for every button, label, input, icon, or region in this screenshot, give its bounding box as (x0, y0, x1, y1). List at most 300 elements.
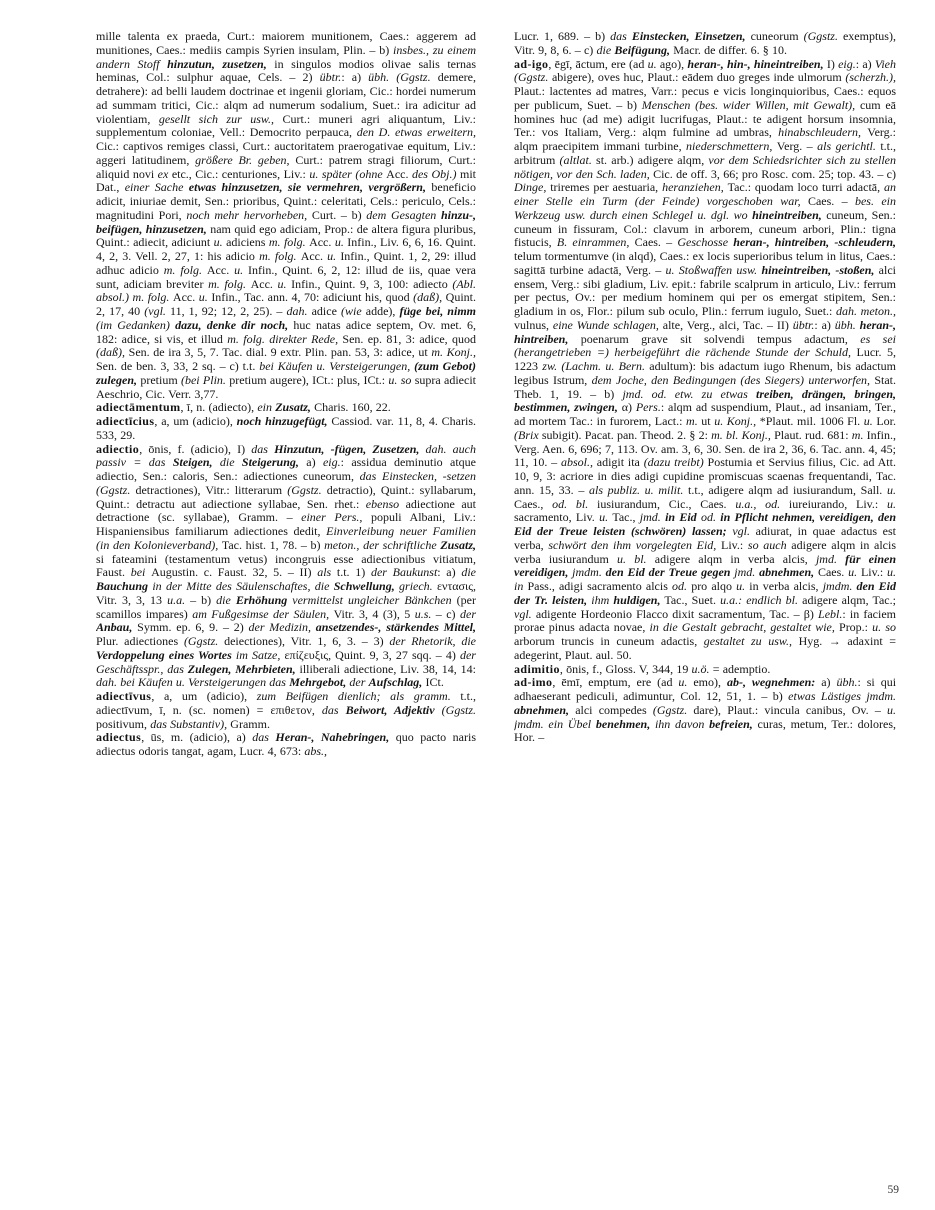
text-run: vermittelst ungleicher Bänkchen (287, 592, 457, 607)
text-run: positivum, (96, 716, 151, 731)
text-run: (per scamillos impares) (96, 592, 476, 621)
text-run: Anbau, (96, 620, 133, 635)
text-run: zw. (Lachm. u. Bern. (542, 359, 650, 373)
text-run: hinabschleudern, (778, 125, 868, 140)
text-run: Beiwort, Adjektiv (345, 702, 435, 717)
text-run: mille talenta ex praeda, Curt.: maiorem munitionem, Caes.: aggerem ad munitiones, Caes.: mediis campis Syrien insulam, Plin. – b) (96, 30, 476, 57)
text-run: u.a. (167, 592, 191, 607)
text-run: , ūs, m. (adicio), a) (141, 730, 253, 745)
text-run: od. (672, 579, 692, 593)
text-run: alci ensem, Verg.: sibi gladium, Liv. epit.: fabrile scalprum in articulo, Liv.: ferrum per pectus, Ov.: per medium hominem qui per os emergat stipitem, Sen.: gladium in os, Flor.: pilum sub oculo, Plin.: ferrum iugulo, Suet.: (514, 262, 896, 318)
text-run: alci compedes (569, 702, 653, 717)
text-run: cuneum, Sen.: cuneum in fissuram, Col.: clavum in arborem, cuneum arbori, Plin.: tigna fistucis, (514, 207, 896, 250)
text-run: illiberali adiectione, Liv. 38, 14, 14: (295, 661, 476, 676)
text-run: α) (617, 400, 636, 415)
text-run: u. (863, 414, 877, 428)
text-run: übh. (836, 675, 858, 690)
text-run: vor dem Schiedsrichter sich zu stellen nötigen, vor den Sch. laden, (514, 152, 896, 181)
text-run: übtr. (792, 317, 815, 332)
right-text-column (514, 30, 896, 1170)
text-run: si fateamini (testamentum vetus) incongruis esse adiectionibus vitiatum, Faust. (96, 551, 476, 580)
text-run: Acc. (300, 249, 328, 263)
text-run: Infin., Quint. 6, 2, 12: illud de iis, quae vera sunt, adiciam breviter (96, 262, 476, 291)
text-run: telum tormentumve (in alqd), Caes.: ex locis superioribus telum in litus, Caes.: sagittā turbine adactā, Verg. – (514, 249, 896, 277)
text-run: befreien, (709, 716, 753, 731)
text-run: u. (848, 565, 861, 580)
text-run: vgl. (514, 606, 536, 621)
text-run: dare), Plaut.: vincula canibus, Ov. – (693, 702, 888, 717)
text-run: niederschmettern, (686, 139, 777, 153)
text-run: huldigen, (613, 592, 661, 607)
text-run: alte, Verg., alci, Tac. – II) (662, 317, 793, 332)
text-run: griech. (394, 579, 437, 593)
text-run: Curt.: patrem stragi filiorum, Curt.: aliquid novi (96, 152, 476, 181)
text-run: , ōnis, f. (adicio), I) (139, 441, 252, 456)
text-run: ihn davon (650, 716, 710, 731)
text-run: 11, 1, 92; 12, 2, 25). – (170, 304, 287, 318)
text-run: adiectīvus (96, 689, 152, 703)
text-run: bei Käufen u. Versteigerungen, (259, 359, 415, 373)
text-run: den D. etwas erweitern, (356, 125, 476, 140)
text-run: iureiurando, Liv.: (788, 496, 887, 511)
text-run: absol., (560, 455, 597, 470)
text-run: m. bl. Konj., (711, 427, 775, 442)
text-run: adiectio (96, 441, 140, 456)
text-run: Vitr. 3, 4 (3), 5 (333, 606, 415, 621)
text-run: jmd. (734, 565, 760, 580)
text-run: u. (886, 482, 896, 497)
text-run: t.t., adiectīvum, ī, n. (sc. nomen) = επιθετον, (96, 689, 476, 717)
text-run: : a) (855, 56, 875, 71)
text-run: a) (298, 455, 323, 470)
text-run: cuneorum (745, 30, 804, 43)
text-run: Aufschlag, (368, 675, 423, 690)
text-run: u. (647, 56, 660, 71)
text-run: die (212, 455, 242, 470)
text-run: der Medizin, (248, 620, 316, 635)
text-run: Acc. (386, 166, 412, 181)
text-run: Steigerung, (241, 455, 299, 470)
text-run: ihm (587, 592, 614, 607)
text-run: in Eid (665, 510, 701, 525)
text-run: adimitio (514, 661, 560, 676)
text-run: (Ggstz. (803, 30, 843, 43)
text-run: Sen. de ira 3, 5, 7. Tac. dial. 9 extr. Plin. pan. 53, 3: adice, ut (128, 345, 432, 360)
text-run: Cassiod. var. 11, 8, 4. Charis. 533, 29. (96, 414, 476, 442)
text-run: Verg. – (776, 139, 818, 153)
text-run: Dinge, (514, 180, 551, 195)
text-run: das (321, 702, 346, 717)
text-run: ad-imo (514, 675, 553, 690)
text-run: , a, um (adicio), (151, 689, 257, 703)
text-run: poenarum grave sit solvendi tempus adactum, (568, 331, 861, 346)
text-run: in der Mitte des Säulenschaftes, die (148, 579, 334, 593)
entry-adiectivus (96, 690, 476, 731)
text-run: abnehmen, (759, 565, 815, 580)
text-run: u. (213, 235, 227, 250)
text-run: triremes per aestuaria, (550, 180, 663, 195)
text-run: pro alqo (691, 579, 737, 593)
text-run: u. (327, 249, 341, 263)
text-run: ein (257, 400, 276, 415)
text-run: Cic. de off. 3, 66; pro Rosc. com. 25; top. 43. – c) (653, 166, 896, 181)
text-run: u. in (514, 565, 896, 593)
text-run: einer Pers., (301, 510, 371, 525)
text-run: das Einstecken, -setzen (Ggstz. (96, 469, 476, 497)
text-run: jmd. od. etw. zu etwas (622, 386, 756, 401)
text-run: etwas hinzusetzen, sie vermehren, vergrößern, (188, 180, 426, 195)
text-run: m. Konj., (431, 345, 476, 360)
text-run: Caes. – (634, 235, 678, 250)
text-run: adigere alqm, Tac.; (802, 592, 896, 607)
text-run: u. (736, 579, 750, 593)
text-run: adde), (365, 304, 400, 318)
text-run: ebenso (365, 496, 406, 511)
text-run: (Ggstz. (434, 702, 476, 717)
text-run: gesellt sich zur usw., (158, 111, 283, 126)
text-run: (wie (341, 304, 366, 318)
text-run: in die Gestalt gebracht, gestaltet wie, (649, 620, 840, 635)
text-run: mit Dat., (96, 166, 476, 195)
text-run: od. bl. (552, 496, 598, 511)
text-run: Macr. de differ. 6. § 10. (670, 42, 787, 57)
text-run: meton., der schriftliche (324, 537, 441, 552)
text-run: insbes., zu einem andern Stoff (96, 42, 476, 71)
text-run: adigit ita (596, 455, 644, 470)
text-run: jmdm. (568, 565, 606, 580)
text-run: Hinzutun, -fügen, Zusetzen, (274, 441, 420, 456)
text-run: hineintreiben, (752, 207, 822, 222)
text-run: der Baukunst (370, 565, 438, 580)
text-run: nam quid ego adiciam, Prop.: de altera figura pluribus, Quint.: adiecit, adiciunt (96, 221, 476, 250)
text-run: für einen vereidigen, (514, 551, 896, 580)
text-run: adiectāmentum (96, 400, 181, 415)
text-run: u. (599, 510, 613, 525)
text-run: Plur. adiectiones (96, 634, 184, 648)
text-run: – c) (435, 606, 460, 621)
text-run: u. (234, 262, 249, 277)
text-run: quo pacto naris adiectus odoris tangat, agam, Lucr. 4, 673: (96, 730, 476, 758)
text-run: u.ö. (691, 661, 713, 676)
text-run: Steigen, (172, 455, 213, 470)
text-run: zum Beifügen dienlich; als gramm. (256, 689, 461, 703)
entry-adiectus-continuation (514, 30, 896, 58)
text-run: adice (311, 304, 341, 318)
text-run: (Ggstz. (287, 482, 327, 497)
text-run: detractiones), Vitr.: litterarum (135, 482, 288, 497)
text-run: , ēmī, emptum, ere (ad (552, 675, 679, 690)
text-run: Acc. (172, 290, 199, 305)
page-number: 59 (887, 1184, 899, 1196)
text-run: u. bl. (617, 551, 655, 566)
text-run: (bei Plin. (180, 372, 230, 387)
text-run: (dazu treibt) (643, 455, 708, 470)
text-run: der Rhetorik, die (389, 634, 476, 648)
text-run: als gerichtl. (817, 139, 881, 153)
text-run: u. später (ohne (309, 166, 387, 181)
text-run: Gramm. (230, 716, 270, 731)
text-run: ex (157, 166, 172, 181)
text-run: Charis. 160, 22. (310, 400, 391, 415)
text-run: exemptus), Vitr. 9, 8, 6. – c) (514, 30, 896, 57)
text-run: : a) (437, 565, 462, 580)
text-run: : a) (814, 317, 835, 332)
text-run: u. (334, 235, 348, 250)
text-run: am Fußgesimse der Säulen, (192, 606, 334, 621)
text-run: demere, detrahere): ad belli laudem doctrinae et ingenii gloriam, Cic.: hordei numerum ad summam tritici, Cic.: alqm ad numerum sodalium, Suet.: ira adicitur ad violentiam, (96, 70, 476, 126)
text-run: im Satze, (231, 647, 285, 662)
text-run: ansetzendes-, stärkendes Mittel, (315, 620, 476, 635)
text-run: Heran-, Nahebringen, (275, 730, 390, 745)
text-run: u. Stoßwaffen usw. (665, 262, 762, 277)
text-run: I) (823, 56, 839, 71)
text-run: in Pflicht nehmen, vereidigen, den Eid der Treue leisten (schwören) lassen; (514, 510, 896, 538)
text-run: heran-, hin-, hineintreiben, (687, 56, 824, 71)
text-run: m. folg. (259, 249, 301, 263)
text-run: iusiurandum, Cic., Caes. (597, 496, 736, 511)
text-run: , a, um (adicio), (154, 414, 237, 428)
text-run: adiciens (226, 235, 269, 250)
text-run: adigente Hordeonio Flacco dixit sacramentum, Tac. – β) (535, 606, 819, 621)
entry-adimo (514, 676, 896, 745)
text-run: adiectione aut detractione (sc. syllabae), Gramm. – (96, 496, 476, 525)
text-run: Pers. (635, 400, 661, 415)
text-run: bei (130, 565, 152, 580)
text-run: Tac., (612, 510, 640, 525)
text-run: beneficio adicit, iniuriae demit, Sen.: prioribus, Quint.: celeritati, Cels.: periculo, Cels.: magnitudini Pori, (96, 180, 476, 222)
entry-adigo (514, 58, 896, 663)
entry-adiectamentum (96, 401, 476, 415)
text-run: hineintreiben, -stoßen, (761, 262, 875, 277)
text-run: Tac. hist. 1, 78. – b) (221, 537, 325, 552)
text-run: (daß), (96, 345, 129, 360)
text-run: sacramento, Liv. (514, 510, 600, 525)
text-run: u. (277, 276, 292, 291)
text-run: pretium (137, 372, 181, 387)
text-run: Postumia et Servius filius, Cic. ad Att. 10, 9, 3: acriore in dies adigi cupidine promiscuas scaenas frequentandi, Tac. ann. 15, 33. – (514, 455, 896, 497)
text-run: Infin., Quint. 9, 3, 100: adiecto (291, 276, 453, 291)
text-run: heran-, hintreiben, -schleudern, (733, 235, 896, 250)
text-run: eine Wunde schlagen, (552, 317, 663, 332)
text-run: der (346, 675, 369, 690)
text-run: jmd. (815, 551, 846, 566)
text-run: (altlat. (559, 152, 597, 167)
text-run: etwas Lästiges jmdm. (788, 689, 896, 703)
text-run: das (610, 30, 632, 43)
text-run: arborum truncis in cuneum adactis, (514, 634, 704, 648)
text-run: ago), (659, 56, 688, 71)
text-run: Tac., Suet. (660, 592, 721, 607)
text-run: Acc. (206, 262, 235, 277)
text-run: adigere alqm in alcis verba iusiurandum (514, 537, 896, 566)
text-run: pretium augere), ICt.: plus, ICt.: (229, 372, 389, 387)
text-run: u. so (388, 372, 415, 387)
text-run: Infin., Liv. 6, 6, 16. Quint. 4, 2, 3. Vell. 2, 27, 1: his adicio (96, 235, 476, 263)
text-run: (Ggstz. (652, 702, 694, 717)
text-run: dah. bei Käufen u. Versteigerungen das (96, 675, 290, 690)
text-run: jmd. (639, 510, 666, 525)
text-run: als (317, 565, 337, 580)
text-run: Lucr. 5, 1223 (514, 345, 896, 373)
text-run: Liv.: (860, 565, 887, 580)
text-run: heran-, hintreiben, (514, 317, 896, 346)
text-run: adiurat, in quae adactus est verba, (514, 524, 896, 552)
text-run: t.t. 1) (336, 565, 371, 580)
text-run: : assidua deminutio atque adiectio, Sen.: caloris, Sen.: adiectiones cuneorum, (96, 455, 476, 483)
text-run: supra adiecit Aeschrio, Cic. Verr. 3,77. (96, 372, 476, 401)
text-run: *Plaut. mil. 1006 Fl. (759, 414, 864, 428)
text-run: schwört den ihm vorgelegten Eid, (548, 537, 721, 552)
entry-adiectio (96, 443, 476, 691)
text-run: einer Sache (124, 180, 189, 195)
text-run: bes. ein Werkzeug usw. durch einen Schlegel u. dgl. wo (514, 194, 896, 222)
text-run: des Obj.) (411, 166, 460, 181)
text-run: Infin., Quint. 1, 2, 29: illud adhuc adicio (96, 249, 476, 277)
text-run: Tac.: quodam loco turri adactā, (727, 180, 884, 195)
text-run: t.t., adigere alqm ad iusiurandum, Sall. (688, 482, 887, 497)
text-run: , ōnis, f., Gloss. V, 344, 19 (559, 661, 692, 676)
text-run: Erhöhung (235, 592, 288, 607)
text-run: Bauchung (96, 579, 149, 593)
text-run: ab-, wegnehmen: (726, 675, 816, 690)
text-run: : alqm ad suspendium, Plaut., ad insaniam, Ter., ad mortem Tac.: in furorem, Lact.: (514, 400, 896, 428)
text-run: adiectīcius (96, 414, 155, 428)
text-run: Plaut. rud. 681: (774, 427, 852, 442)
text-run: u. Konj., (714, 414, 760, 428)
text-run: abigere), oves huc, Plaut.: eādem duo greges inde ulmorum (551, 70, 846, 85)
text-run: noch hinzugefügt, (236, 414, 328, 428)
text-run: abnehmen, (514, 702, 570, 717)
text-run: m. folg. direkter Rede, (227, 331, 343, 346)
text-run: Menschen (bes. wider Willen, mit Gewalt), (641, 97, 860, 112)
text-run: Mehrgebot, (289, 675, 347, 690)
text-run: dah. meton., (836, 304, 896, 318)
text-run: u.a., od. (735, 496, 789, 511)
text-run: in singulos modios olivae salis ternas heminas, Col.: sulphur aquae, Cels. – 2) (96, 56, 476, 85)
text-run: treiben, drängen, bringen, bestimmen, zwingen, (514, 386, 896, 415)
text-run: επίζευξις, Quint. 9, 3, 27 sqq. – 4) (284, 647, 460, 662)
text-run: a) (815, 675, 837, 690)
text-run: das (252, 730, 276, 745)
text-run: u.s. (414, 606, 436, 621)
text-run: t.t., arbitrum (514, 139, 896, 167)
text-run: u. (198, 290, 212, 305)
text-run: vulnus, (514, 317, 553, 332)
text-run: dazu, denke dir noch, (175, 317, 289, 332)
text-run: Lucr. 1, 689. – b) (514, 30, 611, 43)
text-run: Schwellung, (333, 579, 395, 593)
text-run: der Geschäftsspr., das (96, 647, 476, 676)
text-run: u.a.: endlich bl. (720, 592, 803, 607)
text-run: Symm. ep. 6, 9. – 2) (132, 620, 249, 635)
text-run: Verg.: alqm praecipitem immani turbine, (514, 125, 896, 153)
text-run: , ī, n. (adiecto), (180, 400, 258, 415)
text-run: Zulegen, Mehrbieten, (187, 661, 296, 676)
text-run: u. jmdm. ein Übel (514, 702, 896, 731)
text-run: u. so (872, 620, 896, 635)
text-run: (Abl. absol.) m. folg. (96, 276, 476, 305)
text-run: detractio), Quint.: syllabarum, Quint.: detractu aut adiectione syllabae, Sen. rhet.: (96, 482, 476, 511)
text-run: u. (678, 675, 694, 690)
text-run: die (216, 592, 236, 607)
text-run: Zusatz, (275, 400, 311, 415)
text-run: adultum): bis adactum iugo Rhenum, bis adactum legibus Istrum, (514, 359, 896, 387)
text-run: εντασις, Vitr. 3, 3, 13 (96, 579, 476, 607)
entry-adiecticius (96, 415, 476, 443)
text-run: Verdoppelung eines Wortes (96, 647, 232, 662)
text-run: Caes. (814, 565, 849, 580)
text-run: an einer Stelle ein Turm (der Feinde) vorgeschoben war, (514, 180, 896, 208)
text-run: übh. (834, 317, 860, 332)
text-run: die (461, 565, 476, 580)
text-run: den Eid der Treue gegen (605, 565, 735, 580)
text-run: benehmen, (595, 716, 651, 731)
text-run: Acc. (309, 235, 335, 250)
text-run: Infin., Tac. ann. 4, 70: adiciunt his, quod (211, 290, 414, 305)
text-run: Einverleibung neuer Familien (in den Kolonieverband), (96, 524, 476, 552)
text-run: : in faciem prorae pinus adacta novae, (514, 606, 896, 635)
text-run: eig. (838, 56, 856, 71)
text-run: vgl. (726, 524, 756, 538)
text-run: Vieh (Ggstz. (514, 56, 896, 85)
text-run: (Ggstz. (183, 634, 225, 648)
text-run: u. (887, 496, 896, 511)
text-run: m. folg. (163, 262, 207, 277)
text-run: ad-igo (514, 56, 549, 71)
text-run: m. (686, 414, 702, 428)
text-run: od. (700, 510, 721, 525)
text-run: B. einrammen, (556, 235, 635, 250)
text-run: : si qui adhaeserant pediculi, adimuntur, Col. 12, 51, 1. – b) (514, 675, 896, 703)
text-run: st. arb.) adigere alqm, (596, 152, 709, 167)
text-run: Prop.: (839, 620, 873, 635)
text-run: m. folg. (268, 235, 310, 250)
text-run: Caes. – (807, 194, 855, 208)
text-run: abs., (304, 744, 328, 758)
text-run: Caes., (514, 496, 553, 511)
text-run: dem Joche, den Bedingungen (des Siegers) unterworfen, (591, 372, 875, 387)
text-run: m. folg. (208, 276, 251, 291)
text-run: Sen. de ben. 3, 33, 2 sq. – c) t.t. (96, 359, 260, 373)
text-run: übh. (Ggstz. (368, 70, 438, 85)
text-run: das (251, 441, 275, 456)
text-run: noch mehr hervorheben, (186, 207, 312, 222)
text-run: Sen. ep. 81, 3: adice, quod (342, 331, 476, 346)
text-run: Zusatz, (440, 537, 476, 552)
text-run: eig. (322, 455, 341, 470)
text-run: adiectus (96, 730, 142, 745)
text-run: größere Br. geben, (195, 152, 296, 167)
text-run: dah. auch passiv = das (96, 441, 476, 470)
text-run: dah. (286, 304, 312, 318)
text-run: ICt. (422, 675, 444, 690)
text-run: heranziehen, (662, 180, 728, 195)
text-run: Infin., Verg. Aen. 6, 696; 7, 113. Ov. am. 3, 6, 30. Sen. de ira 2, 36, 6. Tac. ann. 4, 45; 11, 10. – (514, 427, 896, 470)
text-run: huc natas adice septem, Ov. met. 6, 182: adice, si vis, et illud (96, 317, 476, 346)
text-run: Quint. 2, 17, 40 (96, 290, 476, 318)
text-run: Cic.: captivos remiges classi, Curt.: auctoritatem praerogativae equitum, Liv.: aggeri latitudinem, (96, 139, 476, 167)
text-run: etc., Cic.: centuriones, Liv.: (171, 166, 310, 181)
text-run: (im Gedanken) (96, 317, 176, 332)
text-run: , ēgī, āctum, ere (ad (548, 56, 648, 71)
text-run: die (596, 42, 615, 57)
text-run: (vgl. (144, 304, 171, 318)
entry-adimitio (514, 663, 896, 677)
text-run: (zum Gebot) zulegen, (96, 359, 476, 387)
text-run: Acc. (250, 276, 278, 291)
text-run: Geschosse (677, 235, 734, 250)
text-run: Augustin. c. Faust. 32, 5. – II) (151, 565, 318, 580)
